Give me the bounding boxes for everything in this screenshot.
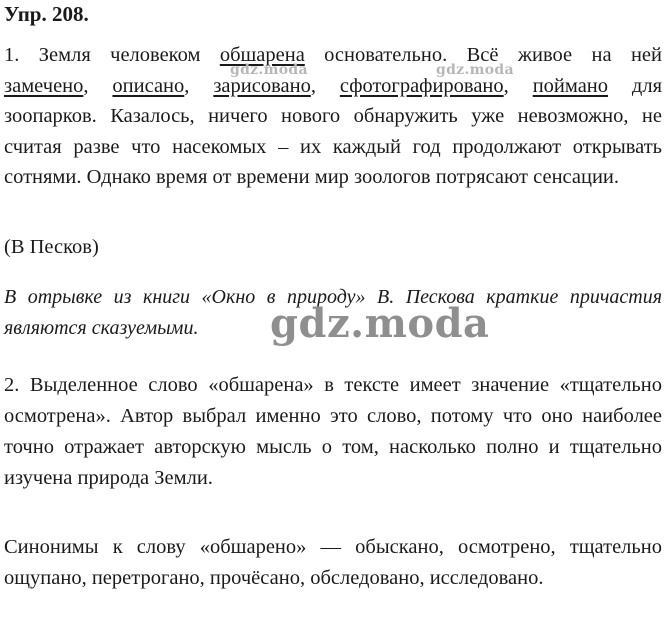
paragraph-1 xyxy=(4,40,662,193)
participle-word: зарисовано xyxy=(213,74,311,97)
separator: , xyxy=(503,74,533,97)
paragraph-2-line-4: изучена природа Земли. xyxy=(4,467,213,489)
text-segment: 1. Земля человеком xyxy=(4,44,220,66)
participle-word: поймано xyxy=(532,74,609,97)
paragraph-1-line-3: зоопарков. Казалось, ничего нового обнаружить уже невозможно, не xyxy=(4,105,662,127)
paragraph-2-line-3: точно отражает авторскую мысль о том, насколько полно и тщательно xyxy=(4,436,662,458)
text-segment: основательно. Всё живое на ней xyxy=(304,44,662,66)
watermark-small-right: gdz.moda xyxy=(436,62,514,78)
separator: , xyxy=(83,74,113,97)
paragraph-2-line-1: 2. Выделенное слово «обшарена» в тексте имеет значение «тщательно xyxy=(4,374,662,396)
paragraph-1-line-1 xyxy=(4,40,662,71)
paragraph-3 xyxy=(4,532,662,594)
participle-word: замечено xyxy=(4,74,84,97)
author-attribution: (В Песков) xyxy=(4,236,99,258)
paragraph-3-line-2: ощупано, перетрогано, прочёсано, обследовано, исследовано. xyxy=(4,567,544,589)
watermark-small-left: gdz.moda xyxy=(230,62,308,78)
separator: , xyxy=(184,74,214,97)
paragraph-1-line-2 xyxy=(4,71,662,102)
text-segment: для xyxy=(608,74,663,97)
paragraph-1-line-4: считая разве что насекомых – их каждый год продолжают открывать xyxy=(4,135,662,158)
paragraph-2 xyxy=(4,370,662,494)
paragraph-3-line-1: Синонимы к слову «обшарено» — обыскано, осмотрено, тщательно xyxy=(4,536,662,558)
highlighted-word: обшарена xyxy=(219,44,305,66)
participle-word: описано xyxy=(112,74,185,97)
italic-note-line-1: В отрывке из книги «Окно в природу» В. Пескова краткие причастия xyxy=(4,286,662,308)
separator: , xyxy=(310,74,340,97)
participle-word: сфотографировано xyxy=(339,74,504,97)
paragraph-1-line-5: сотнями. Однако время от времени мир зоологов потрясают сенсации. xyxy=(4,166,620,188)
paragraph-2-line-2: осмотрена». Автор выбрал именно это слово, потому что оно наиболее xyxy=(4,405,662,427)
italic-note-line-2: являются сказуемыми. xyxy=(4,316,199,339)
exercise-title: Упр. 208. xyxy=(4,2,89,26)
watermark-large: gdz.moda xyxy=(270,300,490,347)
